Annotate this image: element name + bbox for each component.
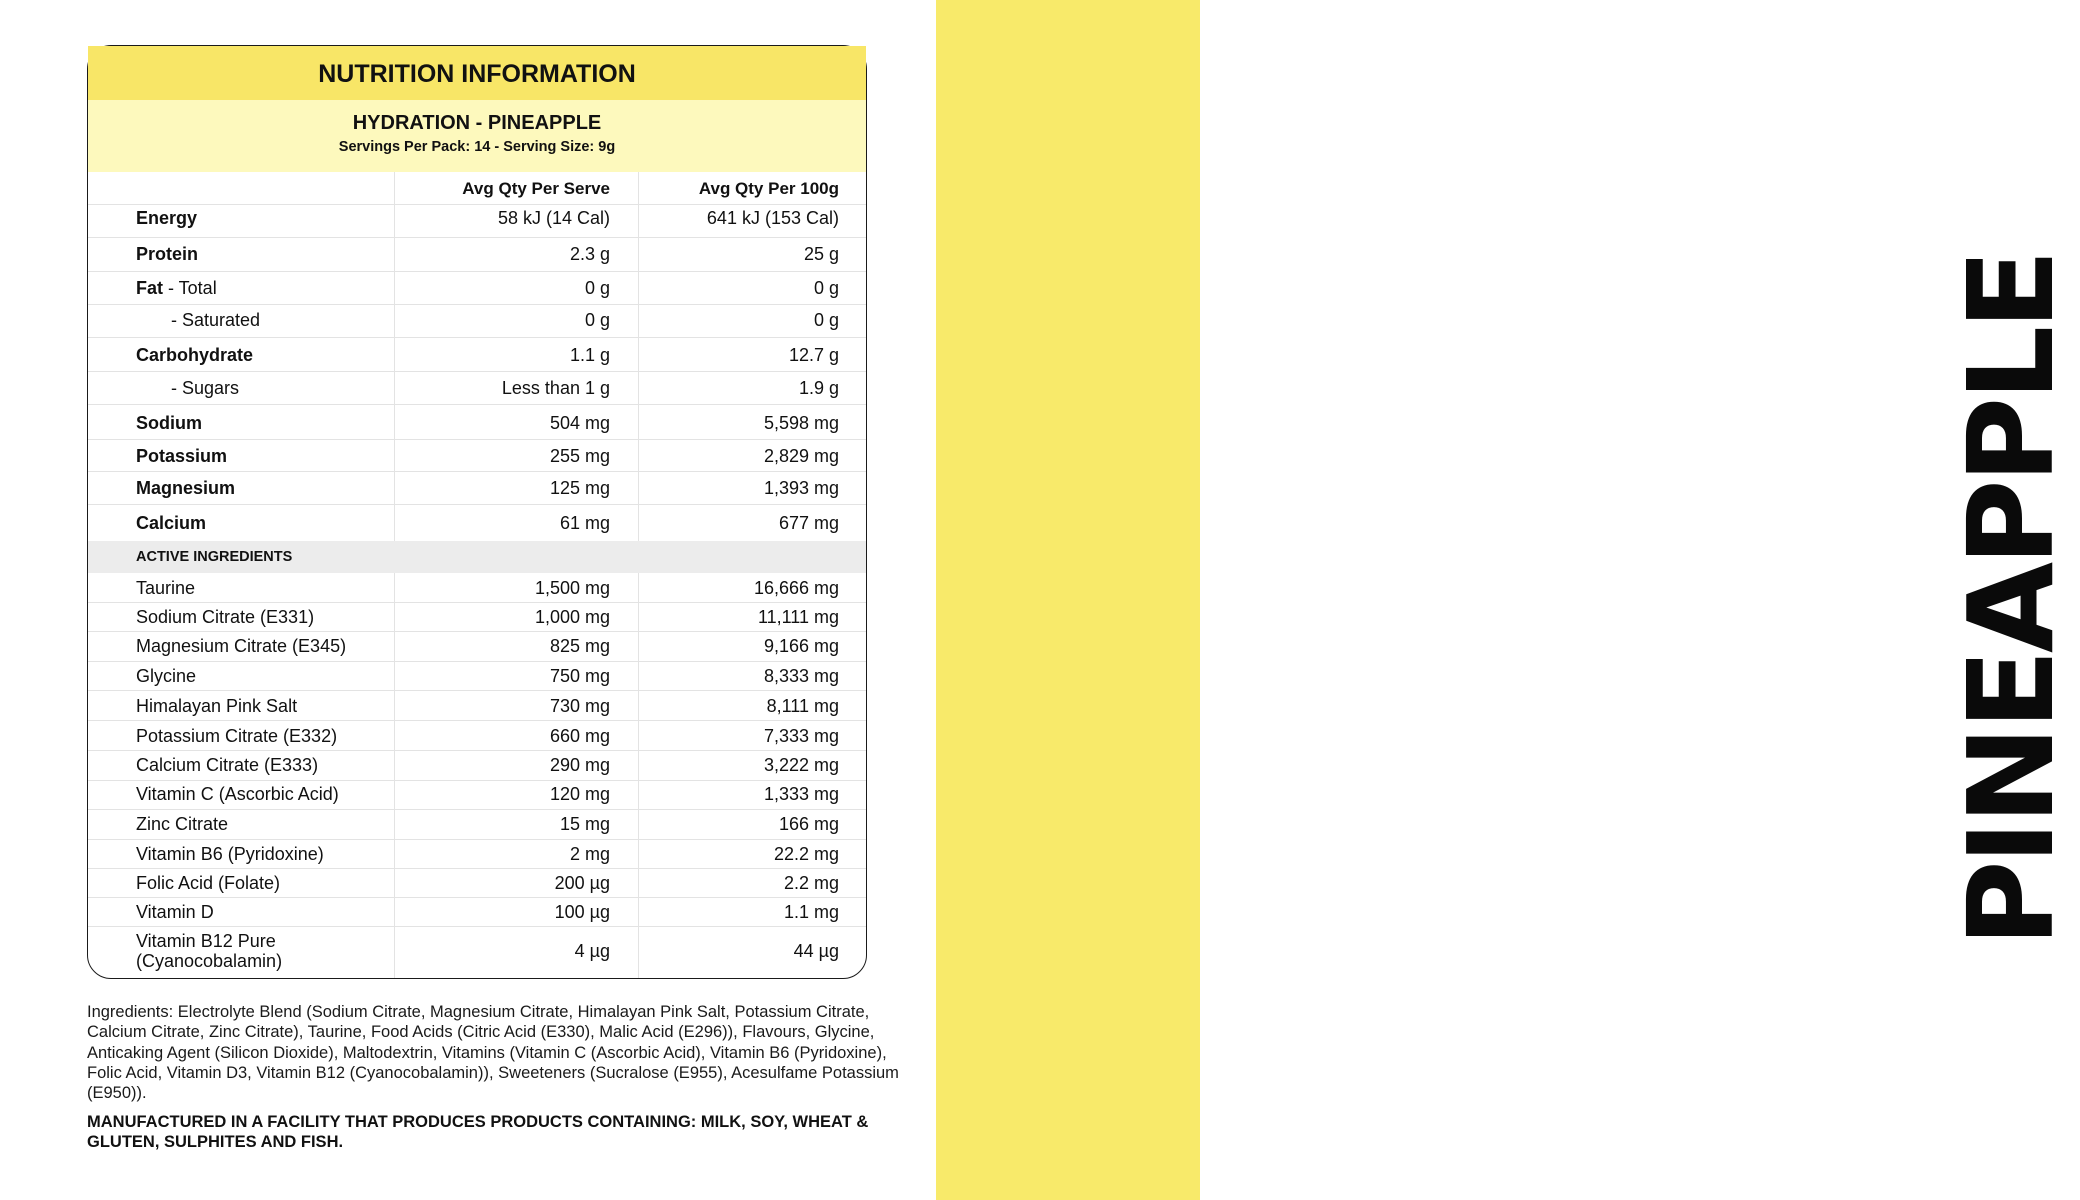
value-per-serve: 730 mg [549, 695, 610, 716]
row-divider [88, 839, 866, 840]
row-divider [88, 439, 866, 440]
nutrient-name: Vitamin D [136, 901, 214, 922]
value-per-serve: 1.1 g [569, 344, 610, 365]
row-label [136, 661, 396, 691]
side-flavor-label: PINEAPPLE [1942, 253, 2080, 947]
value-per-100g: 1.1 mg [783, 901, 839, 922]
row-divider [88, 204, 866, 205]
row-label [136, 809, 396, 839]
row-divider [88, 371, 866, 372]
row-divider [88, 631, 866, 632]
value-per-100g: 2.2 mg [783, 872, 839, 893]
value-per-serve: 15 mg [559, 813, 610, 834]
nutrient-name: Fat [136, 278, 163, 298]
active-ingredient-row [88, 780, 866, 809]
nutrition-row [88, 406, 866, 441]
column-divider [638, 573, 639, 978]
active-ingredient-row [88, 927, 866, 975]
panel-title: NUTRITION INFORMATION [88, 46, 866, 100]
value-per-serve: 200 µg [554, 872, 610, 893]
value-per-100g: 22.2 mg [773, 843, 839, 864]
nutrition-row [88, 472, 866, 505]
row-label [136, 839, 396, 869]
row-divider [88, 926, 866, 927]
value-per-100g: 5,598 mg [763, 413, 839, 433]
row-label [136, 927, 396, 975]
value-per-serve: Less than 1 g [501, 377, 610, 398]
value-per-100g: 7,333 mg [763, 725, 839, 746]
value-per-serve [396, 541, 610, 573]
row-label [136, 506, 396, 541]
value-per-serve: 660 mg [549, 725, 610, 746]
nutrient-name: Folic Acid (Folate) [136, 872, 281, 893]
nutrient-name: Calcium Citrate (E333) [136, 755, 319, 775]
row-label [136, 441, 396, 471]
row-divider [88, 602, 866, 603]
value-per-100g: 1.9 g [798, 377, 839, 398]
row-label [136, 780, 396, 809]
nutrient-name: Protein [136, 243, 199, 264]
nutrient-name: Magnesium [136, 478, 236, 498]
product-header [88, 100, 866, 172]
value-per-serve: 125 mg [549, 478, 610, 498]
active-ingredient-row [88, 573, 866, 603]
active-ingredient-row [88, 897, 866, 927]
row-divider [88, 868, 866, 869]
value-per-serve: Avg Qty Per Serve [462, 178, 610, 198]
row-label [136, 305, 431, 336]
row-divider [88, 690, 866, 691]
value-per-100g: 16,666 mg [753, 577, 839, 598]
row-label [136, 751, 396, 780]
active-ingredient-row [88, 751, 866, 780]
row-label [136, 631, 396, 661]
value-per-100g: 641 kJ (153 Cal) [706, 207, 839, 228]
active-ingredient-row [88, 691, 866, 721]
nutrient-name: - Saturated [171, 310, 261, 330]
nutrient-sub: - Total [168, 278, 217, 298]
row-divider [88, 304, 866, 305]
value-per-serve: 1,500 mg [534, 577, 610, 598]
active-ingredient-row [88, 631, 866, 661]
row-divider [88, 809, 866, 810]
row-label [136, 721, 396, 751]
nutrient-name: ACTIVE INGREDIENTS [136, 549, 293, 565]
row-divider [88, 237, 866, 238]
row-divider [88, 897, 866, 898]
nutrition-row [88, 237, 866, 271]
row-label [136, 338, 396, 372]
row-label [136, 897, 396, 927]
nutrient-name: Sodium [136, 413, 202, 433]
nutrient-name: Vitamin B6 (Pyridoxine) [136, 843, 324, 864]
value-per-serve: 0 g [584, 278, 610, 298]
value-per-serve: 2.3 g [569, 243, 610, 264]
allergen-statement: MANUFACTURED IN A FACILITY THAT PRODUCES PRODUCTS CONTAINING: MILK, SOY, WHEAT & GLUTEN, SULPHITES AND FISH. [87, 1113, 869, 1152]
value-per-100g: 1,393 mg [763, 478, 839, 498]
value-per-100g: 44 µg [793, 940, 839, 961]
value-per-100g [639, 541, 839, 573]
nutrition-row [88, 372, 866, 404]
active-ingredients-header [88, 541, 866, 573]
value-per-100g: 25 g [803, 243, 839, 264]
nutrient-name: Zinc Citrate [136, 813, 229, 834]
nutrient-name: Taurine [136, 577, 196, 598]
row-divider [88, 504, 866, 505]
row-label [136, 372, 431, 404]
value-per-100g: 2,829 mg [763, 445, 839, 466]
value-per-serve: 120 mg [549, 784, 610, 804]
value-per-serve: 61 mg [559, 513, 610, 533]
row-label [136, 406, 396, 441]
row-label [136, 272, 396, 305]
value-per-100g: 0 g [813, 278, 839, 298]
active-ingredient-row [88, 603, 866, 631]
nutrient-name: Energy [136, 207, 198, 228]
row-label [136, 541, 396, 573]
nutrient-name: Glycine [136, 665, 197, 686]
servings-info: Servings Per Pack: 14 - Serving Size: 9g [338, 139, 616, 155]
row-label [136, 869, 396, 897]
row-label [136, 691, 396, 721]
value-per-serve: 825 mg [549, 635, 610, 656]
active-ingredient-row [88, 839, 866, 869]
nutrient-name: Vitamin B12 Pure (Cyanocobalamin) [136, 931, 283, 971]
nutrition-row [88, 506, 866, 541]
active-ingredient-row [88, 661, 866, 691]
active-ingredient-row [88, 721, 866, 751]
value-per-serve: 504 mg [549, 413, 610, 433]
row-label [136, 603, 396, 631]
value-per-100g: 11,111 mg [757, 606, 839, 627]
nutrition-row [88, 272, 866, 305]
nutrition-row [88, 305, 866, 336]
row-label [136, 237, 396, 271]
side-flavor-panel [936, 0, 2080, 1200]
value-per-serve: 4 µg [574, 940, 610, 961]
nutrition-row [88, 202, 866, 234]
nutrient-name: Potassium [136, 445, 228, 466]
value-per-100g: 1,333 mg [763, 784, 839, 804]
value-per-100g: Avg Qty Per 100g [698, 178, 839, 198]
row-label [136, 202, 396, 234]
row-divider [88, 750, 866, 751]
row-label [136, 472, 396, 505]
value-per-serve: 100 µg [554, 901, 610, 922]
value-per-serve: 2 mg [569, 843, 610, 864]
nutrition-row [88, 441, 866, 471]
value-per-100g: 677 mg [778, 513, 839, 533]
value-per-100g: 166 mg [778, 813, 839, 834]
nutrition-row [88, 338, 866, 372]
row-label [136, 172, 396, 205]
product-name: HYDRATION - PINEAPPLE [352, 112, 602, 134]
column-headers [88, 172, 866, 205]
ingredients-text: Ingredients: Electrolyte Blend (Sodium Citrate, Magnesium Citrate, Himalayan Pink Salt, Potassium Citrate, Calcium Citrate, Zinc Citrate), Taurine, Food Acids (Citric Acid (E330), Malic Acid (E296)), Flavours, Glycine, Anticaking Agent (Silicon Dioxide), Maltodextrin, Vitamins (Vitamin C (Ascorbic Acid), Vitamin B6 (Pyridoxine), Folic Acid, Vitamin D3, Vitamin B12 (Cyanocobalamin)), Sweeteners (Sucralose (E955), Acesulfame Potassium (E950)). [87, 1003, 899, 1103]
nutrition-panel [87, 45, 867, 979]
row-divider [88, 661, 866, 662]
value-per-100g: 12.7 g [788, 344, 839, 365]
column-divider [638, 172, 639, 541]
active-ingredient-row [88, 809, 866, 839]
value-per-100g: 0 g [813, 310, 839, 330]
value-per-100g: 8,333 mg [763, 665, 839, 686]
nutrient-name: Calcium [136, 513, 207, 533]
row-divider [88, 337, 866, 338]
value-per-serve: 750 mg [549, 665, 610, 686]
column-divider [394, 573, 395, 978]
column-divider [394, 172, 395, 541]
value-per-serve: 58 kJ (14 Cal) [497, 207, 610, 228]
value-per-serve: 290 mg [549, 755, 610, 775]
value-per-100g: 8,111 mg [766, 695, 839, 716]
value-per-100g: 9,166 mg [763, 635, 839, 656]
active-ingredient-row [88, 869, 866, 897]
row-divider [88, 720, 866, 721]
row-divider [88, 404, 866, 405]
nutrient-name: Sodium Citrate (E331) [136, 606, 315, 627]
value-per-serve: 1,000 mg [534, 606, 610, 627]
nutrient-name: Vitamin C (Ascorbic Acid) [136, 784, 339, 804]
row-divider [88, 471, 866, 472]
nutrient-name: Magnesium Citrate (E345) [136, 635, 347, 656]
row-label [136, 573, 396, 603]
nutrient-name: Carbohydrate [136, 344, 254, 365]
nutrient-name: Himalayan Pink Salt [136, 695, 298, 716]
row-divider [88, 271, 866, 272]
value-per-100g: 3,222 mg [763, 755, 839, 775]
row-divider [88, 780, 866, 781]
nutrient-name: - Sugars [171, 377, 240, 398]
value-per-serve: 0 g [584, 310, 610, 330]
nutrient-name: Potassium Citrate (E332) [136, 725, 338, 746]
value-per-serve: 255 mg [549, 445, 610, 466]
